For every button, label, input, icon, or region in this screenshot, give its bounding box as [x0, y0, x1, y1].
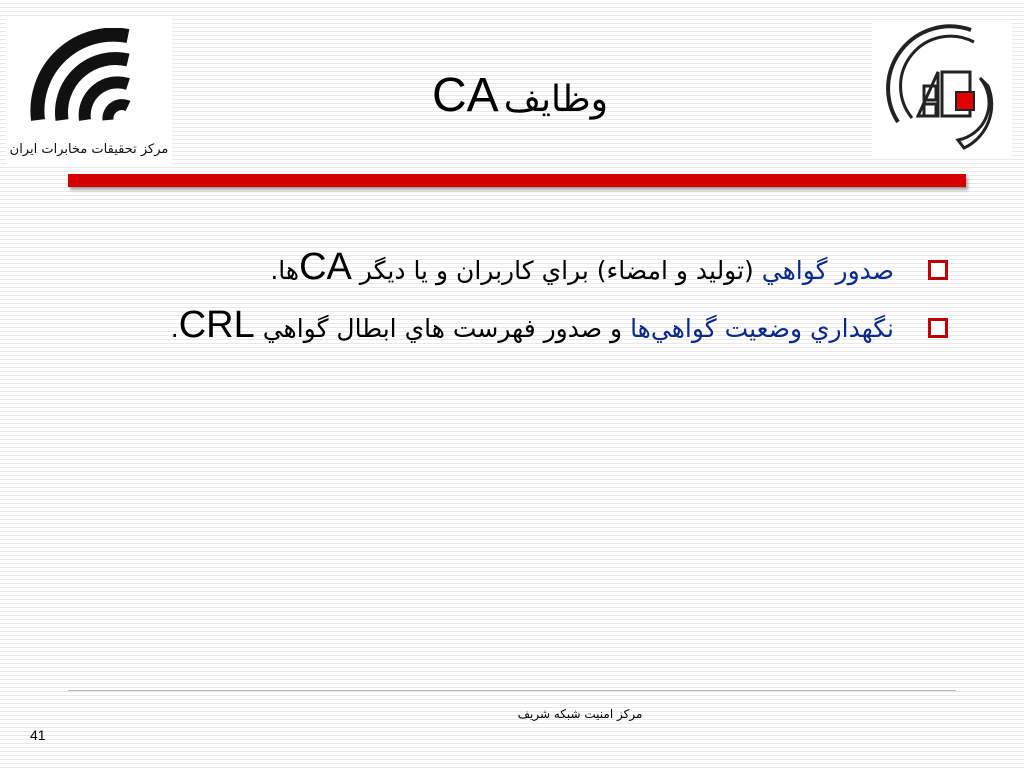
sharif-emblem-icon [876, 24, 1006, 156]
footer-divider [68, 690, 956, 691]
logo-caption: مرکز تحقیقات مخابرات ایران [9, 142, 169, 157]
title-latin: CA [431, 69, 499, 122]
slide-title [300, 68, 740, 132]
title-persian: وظايف [503, 79, 609, 120]
page-number: 41 [30, 727, 46, 743]
bullet-highlight: صدور گواهي [761, 256, 894, 285]
bullet-item-issue-certificates [60, 238, 948, 296]
signal-arcs-icon [28, 28, 150, 136]
title-divider [68, 174, 966, 187]
sharif-logo [872, 22, 1012, 158]
itrc-logo [6, 18, 172, 164]
bullet-item-maintain-status [60, 296, 948, 354]
bullet-tail: ها. [270, 256, 300, 285]
bullet-text: و صدور فهرست هاي ابطال گواهي [254, 314, 631, 343]
bullet-list [60, 238, 948, 354]
bullet-text: (توليد و امضاء) براي كاربران و يا ديگر [351, 256, 762, 285]
square-bullet-icon [928, 318, 948, 338]
bullet-highlight: نگهداري وضعيت گواهي‌ها [630, 314, 894, 343]
footer-text: مرکز امنیت شبکه شریف [517, 707, 643, 721]
square-bullet-icon [928, 260, 948, 280]
bullet-latin: CRL [178, 304, 255, 346]
bullet-latin: CA [299, 246, 352, 288]
bullet-tail: . [170, 314, 179, 343]
